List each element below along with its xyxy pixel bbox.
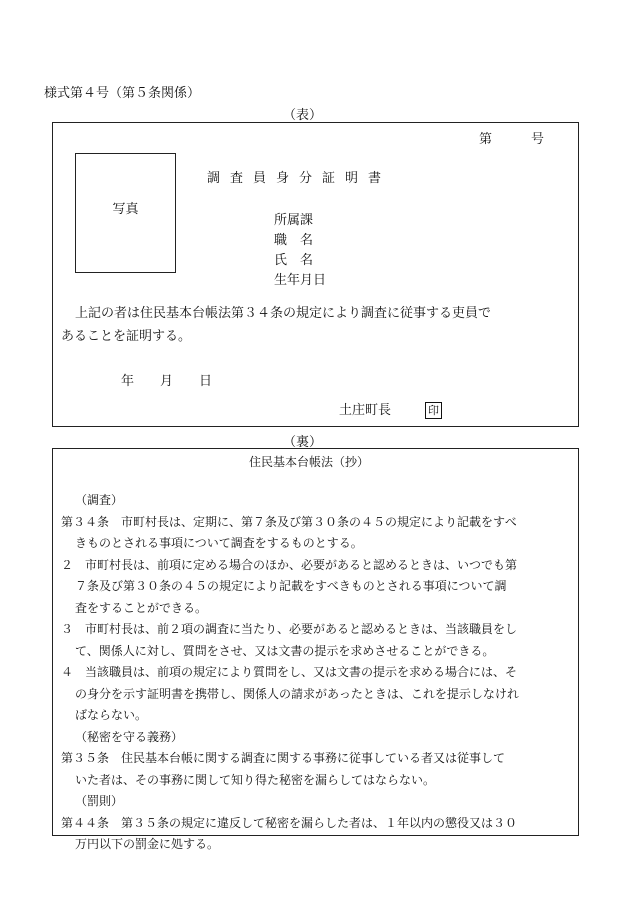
field-birthdate: 生年月日 [274,273,327,288]
issuer-line [339,399,442,419]
law-title: 住民基本台帳法（抄） [249,455,370,469]
issuer-name: 土庄町長 [339,403,392,418]
law-line: きものとされる事項について調査をするものとする。 [75,536,363,550]
form-number-label: 様式第４号（第５条関係） [44,86,201,101]
law-line: ばならない。 [75,708,148,722]
back-side-label: （裏） [283,435,323,450]
law-line: ３ 市町村長は、前２項の調査に当たり、必要があると認めるときは、当該職員をし [61,622,518,636]
law-line: 万円以下の罰金に処する。 [75,837,220,851]
seal-mark: 印 [425,402,442,419]
law-line: ７条及び第３０条の４５の規定により記載をすべきものとされる事項について調 [75,579,507,593]
law-line: いた者は、その事務に関して知り得た秘密を漏らしてはならない。 [75,772,436,787]
statement-line-1: 上記の者は住民基本台帳法第３４条の規定により調査に従事する吏員で [75,306,492,321]
law-line: （罰則） [75,794,124,808]
law-line: （調査） [75,493,124,507]
issue-date: 年 月 日 [121,374,213,389]
field-department: 所属課 [274,213,314,228]
front-side-label: （表） [283,108,323,123]
field-name: 氏 名 [274,253,314,268]
back-card [52,448,579,851]
law-line: 第４４条 第３５条の規定に違反して秘密を漏らした者は、１年以内の懲役又は３０ [61,815,518,830]
law-line: 第３４条 市町村長は、定期に、第７条及び第３０条の４５の規定により記載をすべ [61,514,517,529]
law-line: 査をすることができる。 [75,600,208,615]
photo-box [75,153,176,273]
law-line: ２ 市町村長は、前項に定める場合のほか、必要があると認めるときは、いつでも第 [61,557,518,572]
certificate-number-label: 第 号 [479,132,545,147]
photo-label: 写真 [112,202,139,217]
law-line: （秘密を守る義務） [75,729,184,744]
certificate-title: 調査員身分証明書 [207,171,392,186]
law-line: ４ 当該職員は、前項の規定により質問をし、又は文書の提示を求める場合には、そ [61,665,518,679]
field-position: 職 名 [274,233,314,248]
law-line: の身分を示す証明書を携帯し、関係人の請求があったときは、これを提示しなけれ [75,686,519,701]
front-card [52,122,579,427]
law-line: て、関係人に対し、質問をさせ、又は文書の提示を求めさせることができる。 [75,643,495,658]
law-line: 第３５条 住民基本台帳に関する調査に関する事務に従事している者又は従事して [61,751,506,765]
statement-line-2: あることを証明する。 [61,329,192,344]
